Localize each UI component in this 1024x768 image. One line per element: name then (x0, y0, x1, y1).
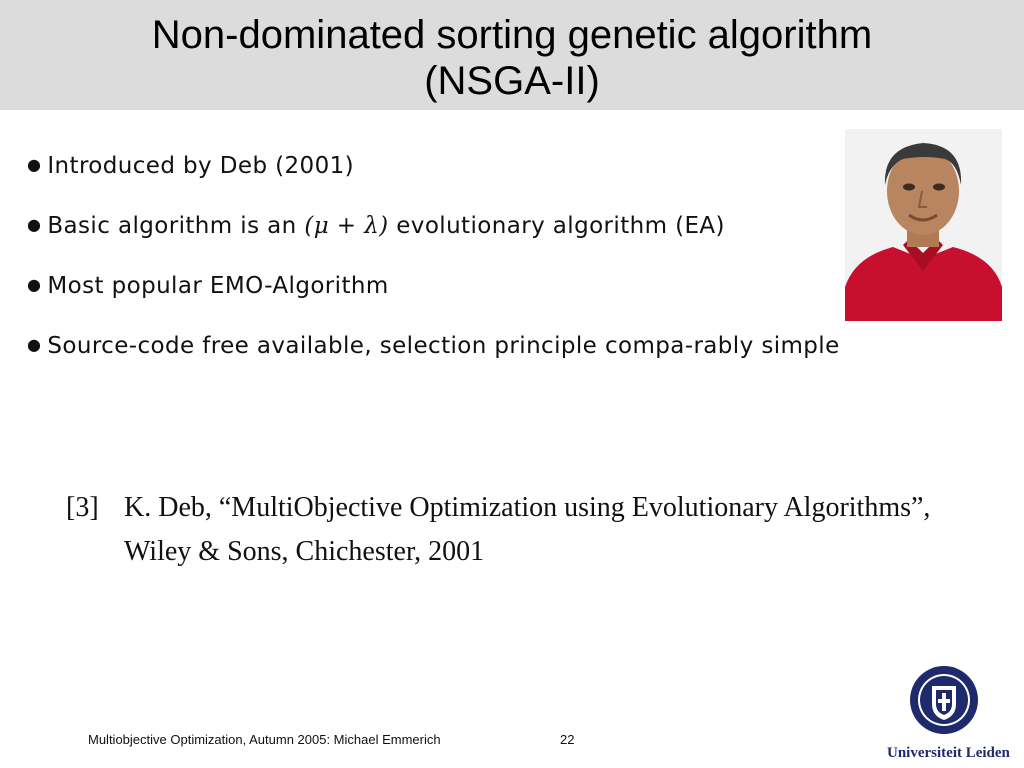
bullet-text: Source-code free available, selection principle compa-rably simple (47, 333, 840, 359)
bullet-text: Introduced by Deb (2001) (47, 153, 355, 179)
bullet-list (27, 148, 847, 388)
title-line-1: Non-dominated sorting genetic algorithm (151, 13, 873, 57)
slide-title (0, 12, 1024, 104)
university-name: Universiteit Leiden (887, 745, 1010, 761)
university-seal-icon (908, 664, 980, 736)
reference-citation (66, 486, 966, 574)
math-expression: (μ + λ) (304, 213, 389, 239)
bullet-dot-icon: ● (27, 275, 42, 294)
math-mu: μ (313, 213, 330, 239)
bullet-item (27, 208, 847, 243)
author-photo (845, 129, 1002, 321)
bullet-item (27, 328, 847, 363)
bullet-dot-icon: ● (27, 335, 42, 354)
bullet-text: evolutionary algorithm (EA) (388, 213, 725, 239)
footer-text: Multiobjective Optimization, Autumn 2005: Michael Emmerich (88, 732, 441, 747)
bullet-dot-icon: ● (27, 215, 42, 234)
math-lambda: λ (364, 213, 380, 239)
bullet-text: Most popular EMO-Algorithm (47, 273, 389, 299)
bullet-item (27, 148, 847, 183)
title-line-2: (NSGA-II) (424, 59, 600, 103)
page-number: 22 (560, 732, 575, 747)
math-operator: + (329, 213, 365, 239)
reference-number: [3] (66, 492, 99, 523)
portrait-photo-icon (845, 129, 1002, 321)
bullet-text: Basic algorithm is an (47, 213, 305, 239)
reference-text: K. Deb, “MultiObjective Optimization using Evolutionary Algorithms”, Wiley & Sons, Chichester, 2001 (124, 492, 931, 567)
bullet-dot-icon: ● (27, 155, 42, 174)
bullet-item (27, 268, 847, 303)
